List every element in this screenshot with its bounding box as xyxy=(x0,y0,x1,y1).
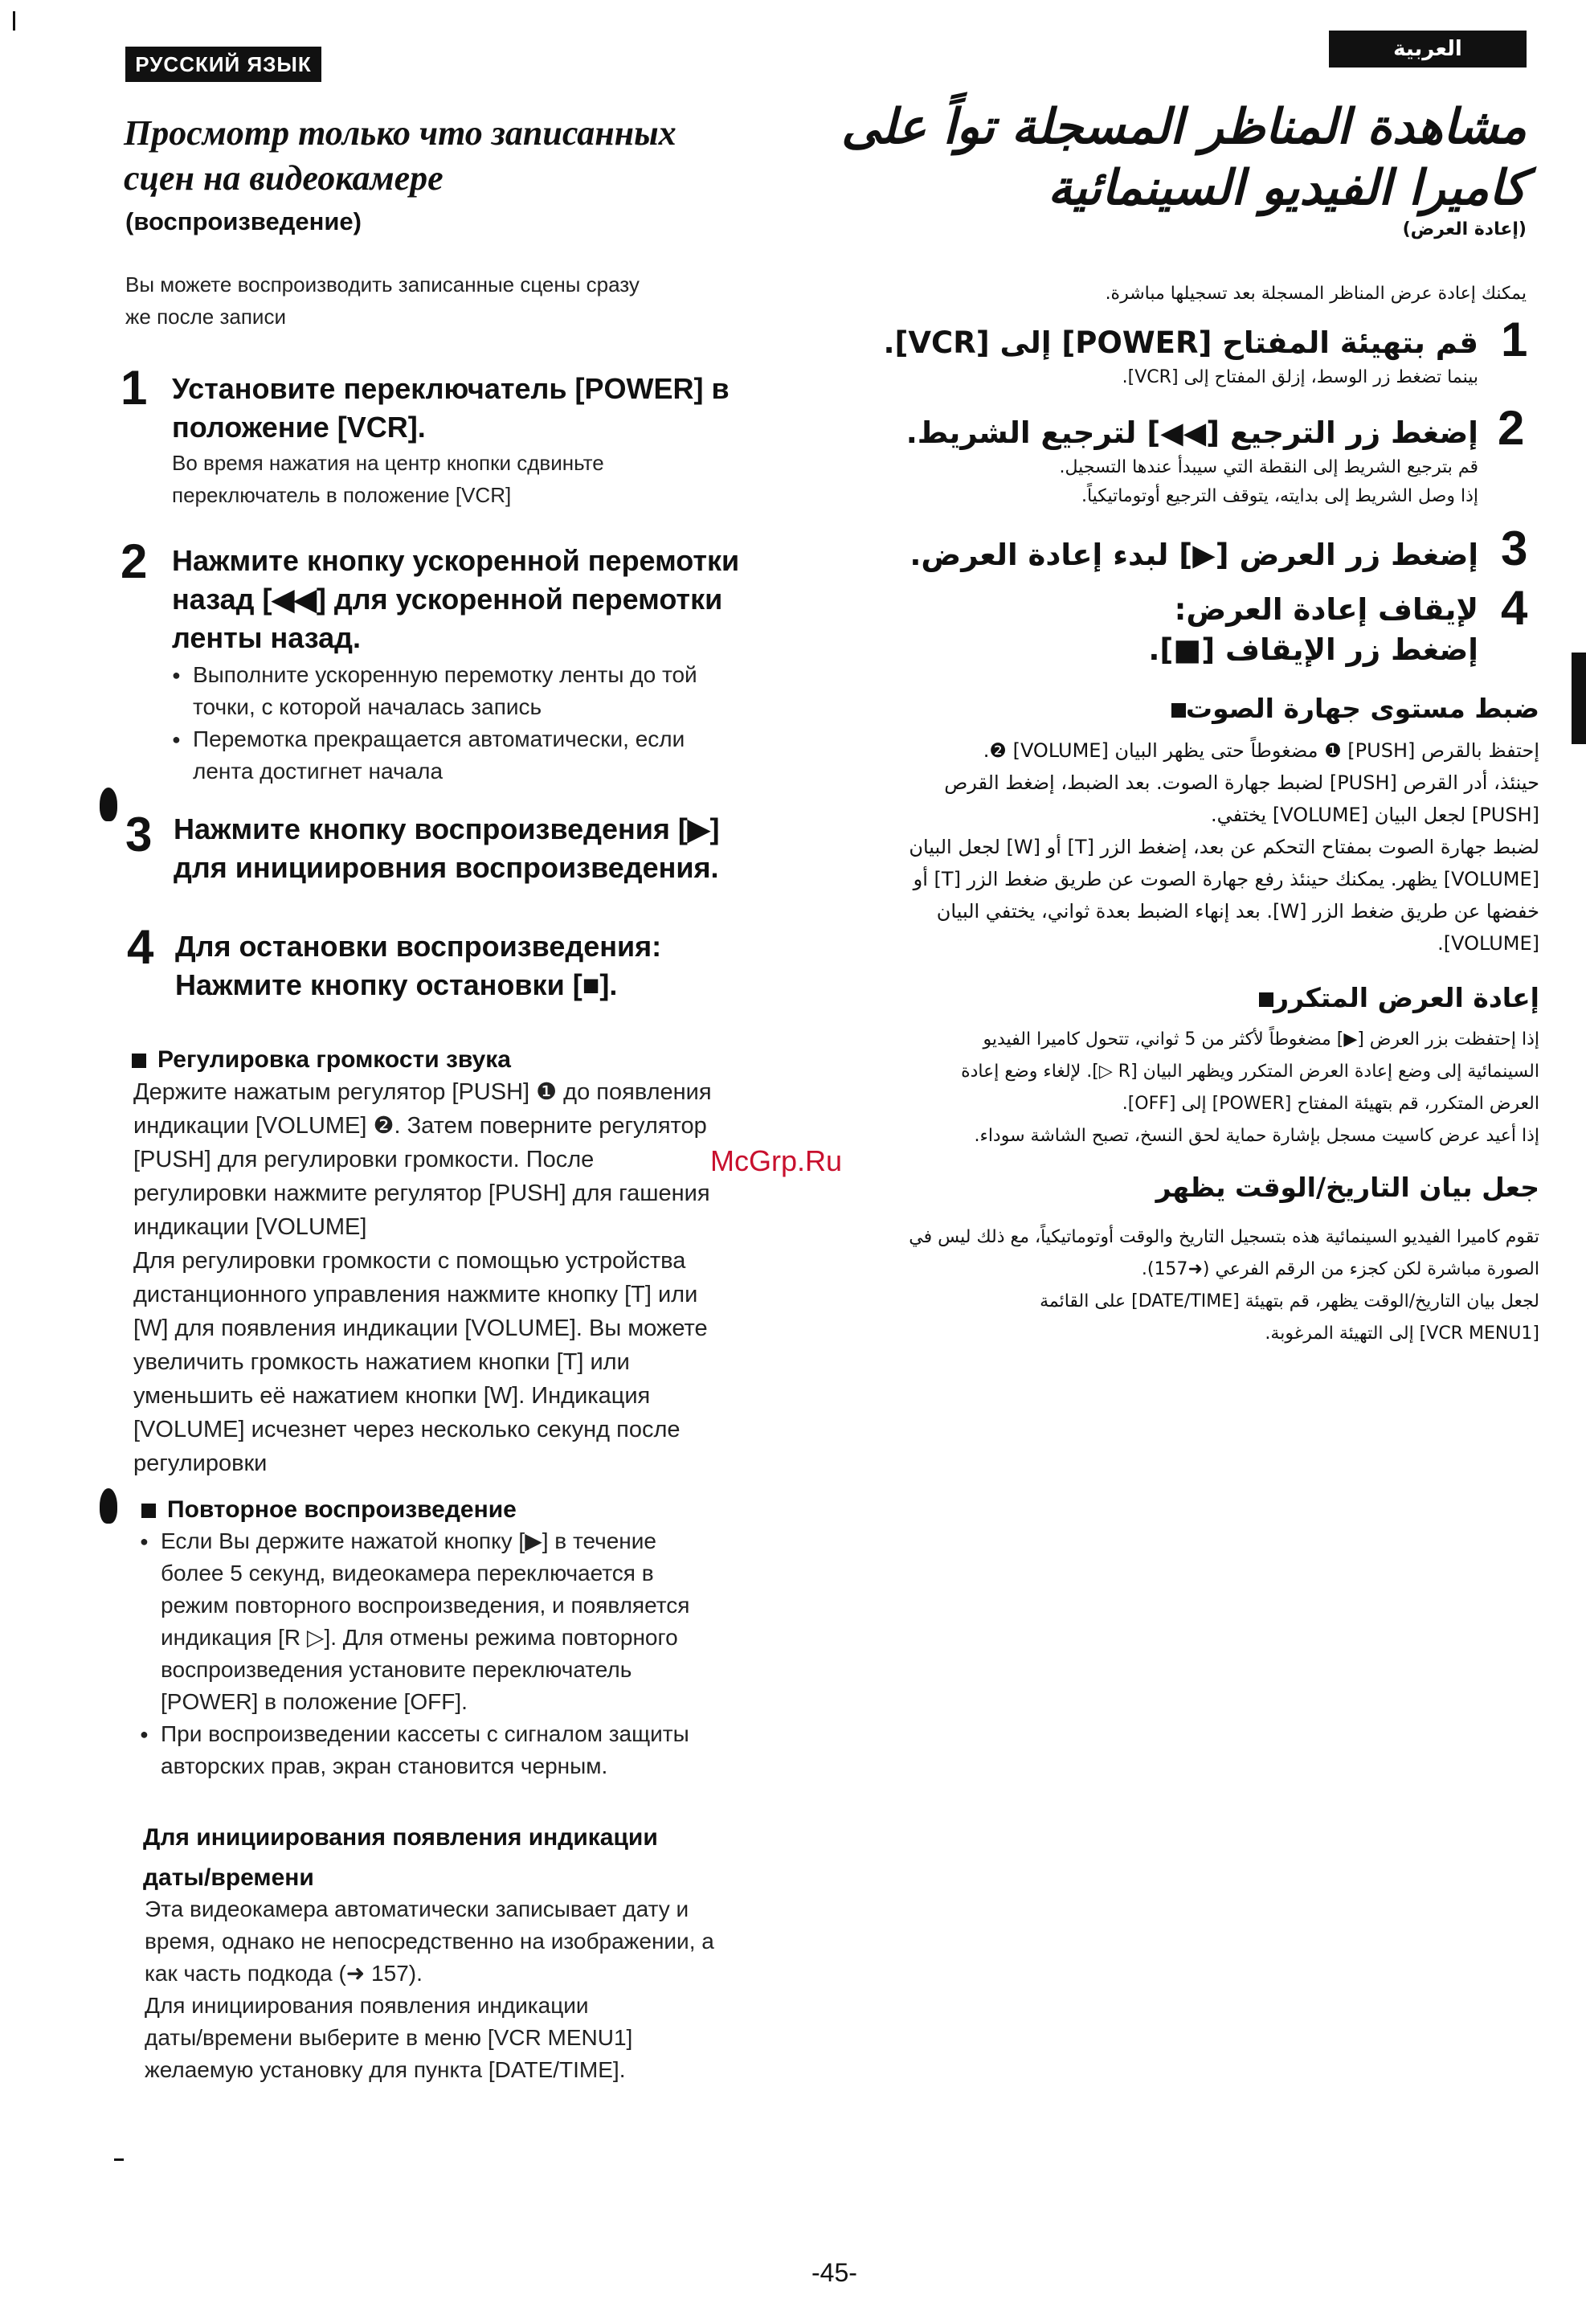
repeat-heading-arabic xyxy=(964,982,1539,1013)
step-4-arabic xyxy=(836,590,1478,670)
step-1-note-1: بينما تضغط زر الوسط، إزلق المفتاح إلى [VCR]. xyxy=(1122,367,1478,387)
repeat-bullet-2 xyxy=(140,1718,823,1782)
text-line: [PUSH] для регулировки громкости. После xyxy=(133,1147,595,1172)
volume-heading-russian xyxy=(132,1046,511,1074)
step-1-line-1: قم بتهيئة المفتاح [POWER] إلى [VCR]. xyxy=(883,325,1478,360)
page-title-russian xyxy=(124,111,815,201)
text-line: ● Если Вы держите нажатой кнопку [▶] в течение xyxy=(161,1528,656,1553)
repeat-heading-text: Повторное воспроизведение xyxy=(167,1496,517,1523)
step-2-arabic xyxy=(836,413,1478,511)
step-number-2-arabic: 2 xyxy=(1498,401,1525,455)
square-bullet-icon xyxy=(141,1504,156,1518)
text-line: الصورة مباشرة لكن كجزء من الرقم الفرعي (➜157). xyxy=(1141,1259,1539,1279)
ink-mark xyxy=(100,1488,117,1524)
step-3-arabic xyxy=(836,535,1478,575)
step-2-bullets xyxy=(172,659,815,788)
text-line: لضبط جهارة الصوت بمفتاح التحكم عن بعد، إضغط الزر [T] أو [W] لجعل البيان xyxy=(909,836,1539,858)
bullet-line: точки, с которой началась запись xyxy=(193,694,542,719)
date-heading-line-1: Для инициирования появления индикации xyxy=(143,1824,658,1851)
step-4-line-2: Нажмите кнопку остановки [■]. xyxy=(175,968,618,1001)
text-line: регулировки нажмите регулятор [PUSH] для гашения xyxy=(133,1180,710,1206)
text-line: даты/времени выберите в меню [VCR MENU1] xyxy=(145,2025,633,2050)
square-bullet-icon xyxy=(1171,703,1186,718)
bullet-line: лента достигнет начала xyxy=(193,759,444,784)
volume-heading-text: Регулировка громкости звука xyxy=(157,1046,511,1073)
repeat-bullet-1 xyxy=(140,1525,823,1718)
volume-body-russian xyxy=(133,1075,824,1480)
step-3-line-1: Нажмите кнопку воспроизведения [▶] xyxy=(174,812,720,845)
bullet-line: ● Выполните ускоренную перемотку ленты до той xyxy=(193,662,697,687)
text-line: увеличить громкость нажатием кнопки [T] или xyxy=(133,1349,630,1375)
step-1-line-1: Установите переключатель [POWER] в xyxy=(172,372,730,405)
text-line: Для инициирования появления индикации xyxy=(145,1993,589,2018)
language-label-russian: РУССКИЙ ЯЗЫК xyxy=(125,47,321,82)
date-heading-russian xyxy=(143,1818,658,1898)
step-3-line-1: إضغط زر العرض [▶] لبدء إعادة العرض. xyxy=(909,538,1478,572)
corner-mark xyxy=(13,11,15,31)
page-title-arabic xyxy=(836,96,1527,219)
step-2-line-3: ленты назад. xyxy=(172,621,362,654)
step-2-bullet-2 xyxy=(172,723,815,788)
intro-line-1: Вы можете воспроизводить записанные сцены сразу xyxy=(125,272,640,297)
text-line: воспроизведения установите переключатель xyxy=(161,1657,632,1682)
text-line: как часть подкода (➜ 157). xyxy=(145,1961,423,1986)
intro-russian xyxy=(125,268,808,333)
text-line: ● При воспроизведении кассеты с сигналом защиты xyxy=(161,1721,689,1746)
step-4-line-1: لإيقاف إعادة العرض: xyxy=(1174,592,1478,627)
text-line: Эта видеокамера автоматически записывает дату и xyxy=(145,1896,689,1921)
intro-arabic: يمكنك إعادة عرض المناظر المسجلة بعد تسجيلها مباشرة. xyxy=(1105,284,1527,304)
subtitle-russian: (воспроизведение) xyxy=(125,207,362,235)
ink-mark xyxy=(100,788,117,821)
repeat-heading-russian xyxy=(141,1496,517,1524)
text-line: [POWER] в положение [OFF]. xyxy=(161,1689,468,1714)
step-2-line-1: إضغط زر الترجيع [◀◀] لترجيع الشريط. xyxy=(905,415,1478,450)
watermark: McGrp.Ru xyxy=(710,1144,843,1177)
text-line: العرض المتكرر، قم بتهيئة المفتاح [POWER] إلى [OFF]. xyxy=(1122,1094,1539,1114)
language-label-arabic: العربية xyxy=(1329,31,1527,68)
text-line: режим повторного воспроизведения, и появляется xyxy=(161,1593,690,1618)
text-line: уменьшить её нажатием кнопки [W]. Индикация xyxy=(133,1383,651,1409)
text-line: تقوم كاميرا الفيديو السينمائية هذه بتسجيل التاريخ والوقت أوتوماتيكياً، مع ذلك ليس في xyxy=(909,1227,1539,1247)
step-1-note-2: переключатель в положение [VCR] xyxy=(172,483,512,507)
page-number: -45- xyxy=(811,2258,857,2287)
step-1 xyxy=(172,370,815,511)
text-line: желаемую установку для пункта [DATE/TIME]. xyxy=(145,2057,626,2082)
text-line: [VOLUME] يظهر. يمكنك حينئذ رفع جهارة الصوت عن طريق ضغط الزر [T] أو xyxy=(913,868,1539,890)
step-2 xyxy=(172,542,815,788)
text-line: خفضها عن طريق ضغط الزر [W]. بعد إنهاء الضبط بعدة ثواني، يختفي البيان xyxy=(936,900,1539,923)
text-line: дистанционного управления нажмите кнопку [T] или xyxy=(133,1282,698,1307)
volume-heading-arabic xyxy=(964,693,1539,724)
step-3 xyxy=(174,810,816,887)
text-line: индикация [R ▷]. Для отмены режима повторного xyxy=(161,1625,678,1650)
step-2-note-1: قم بترجيع الشريط إلى النقطة التي سيبدأ عندها التسجيل. xyxy=(1059,457,1478,477)
step-3-line-2: для инициировния воспроизведения. xyxy=(174,851,719,884)
text-line: إذا إحتفظت بزر العرض [▶] مضغوطاً لأكثر من 5 ثواني، تتحول كاميرا الفيديو xyxy=(983,1029,1539,1049)
text-line: более 5 секунд, видеокамера переключается в xyxy=(161,1561,654,1585)
text-line: حينئذ، أدر القرص [PUSH] لضبط جهارة الصوت. بعد الضبط، إضغط القرص xyxy=(944,771,1539,794)
volume-body-arabic xyxy=(881,734,1539,959)
step-2-bullet-1 xyxy=(172,659,815,723)
step-2-line-1: Нажмите кнопку ускоренной перемотки xyxy=(172,544,740,577)
date-heading-line-2: даты/времени xyxy=(143,1864,314,1891)
dash-mark xyxy=(114,2158,124,2161)
page-edge-tab xyxy=(1572,653,1586,744)
date-heading-arabic: جعل بيان التاريخ/الوقت يظهر xyxy=(1155,1172,1539,1203)
square-bullet-icon xyxy=(132,1054,146,1068)
text-line: [VOLUME]. xyxy=(1437,932,1539,955)
text-line: لجعل بيان التاريخ/الوقت يظهر، قم بتهيئة [DATE/TIME] على القائمة xyxy=(1040,1291,1539,1311)
repeat-heading-text: إعادة العرض المتكرر xyxy=(1273,982,1539,1013)
step-4-line-2: إضغط زر الإيقاف [■]. xyxy=(1148,632,1478,667)
title-line-2: сцен на видеокамере xyxy=(124,158,444,198)
step-1-note-1: Во время нажатия на центр кнопки сдвиньте xyxy=(172,451,604,475)
title-line-1: مشاهدة المناظر المسجلة تواً على xyxy=(841,99,1527,155)
text-line: Держите нажатым регулятор [PUSH] ❶ до появления xyxy=(133,1079,712,1105)
step-4-line-1: Для остановки воспроизведения: xyxy=(175,930,662,963)
step-number-4: 4 xyxy=(127,920,154,974)
repeat-bullets-russian xyxy=(140,1525,823,1782)
step-2-note-2: إذا وصل الشريط إلى بدايته، يتوقف الترجيع أوتوماتيكياً. xyxy=(1081,486,1478,506)
step-1-line-2: положение [VCR]. xyxy=(172,411,426,444)
text-line: регулировки xyxy=(133,1450,268,1476)
text-line: [VOLUME] исчезнет через несколько секунд после xyxy=(133,1417,681,1442)
step-number-2: 2 xyxy=(121,534,148,588)
text-line: [PUSH] لجعل البيان [VOLUME] يختفي. xyxy=(1211,804,1539,826)
step-1-arabic xyxy=(836,323,1478,392)
text-line: Для регулировки громкости с помощью устройства xyxy=(133,1248,686,1274)
step-number-1: 1 xyxy=(121,361,148,415)
intro-line-2: же после записи xyxy=(125,305,286,329)
title-line-1: Просмотр только что записанных xyxy=(124,113,677,153)
text-line: [VCR MENU1] إلى التهيئة المرغوبة. xyxy=(1265,1324,1539,1344)
text-line: индикации [VOLUME] ❷. Затем поверните регулятор xyxy=(133,1113,707,1139)
repeat-body-arabic xyxy=(881,1024,1539,1152)
step-4 xyxy=(175,927,818,1004)
text-line: индикации [VOLUME] xyxy=(133,1214,367,1240)
text-line: время, однако не непосредственно на изображении, а xyxy=(145,1929,714,1954)
bullet-line: ● Перемотка прекращается автоматически, если xyxy=(193,726,685,751)
text-line: авторских прав, экран становится черным. xyxy=(161,1753,608,1778)
step-2-line-2: назад [◀◀] для ускоренной перемотки xyxy=(172,583,723,616)
text-line: إذا أعيد عرض كاسيت مسجل بإشارة حماية لحق النسخ، تصبح الشاشة سوداء. xyxy=(974,1126,1539,1146)
volume-heading-text: ضبط مستوى جهارة الصوت xyxy=(1185,693,1539,724)
text-line: إحتفظ بالقرص [PUSH] ❶ مضغوطاً حتى يظهر البيان [VOLUME] ❷. xyxy=(983,739,1539,762)
step-number-3: 3 xyxy=(125,808,153,861)
step-number-3-arabic: 3 xyxy=(1501,522,1528,575)
step-number-4-arabic: 4 xyxy=(1501,581,1528,635)
date-body-arabic xyxy=(881,1221,1539,1350)
date-body-russian xyxy=(145,1893,820,2086)
text-line: [W] для появления индикации [VOLUME]. Вы можете xyxy=(133,1315,708,1341)
text-line: السينمائية إلى وضع إعادة العرض المتكرر ويظهر البيان [R ▷]. لإلغاء وضع إعادة xyxy=(961,1062,1539,1082)
square-bullet-icon xyxy=(1259,992,1273,1007)
title-line-2: كاميرا الفيديو السينمائية xyxy=(1048,160,1527,216)
subtitle-arabic: (إعادة العرض) xyxy=(1402,219,1527,239)
step-number-1-arabic: 1 xyxy=(1501,313,1528,366)
